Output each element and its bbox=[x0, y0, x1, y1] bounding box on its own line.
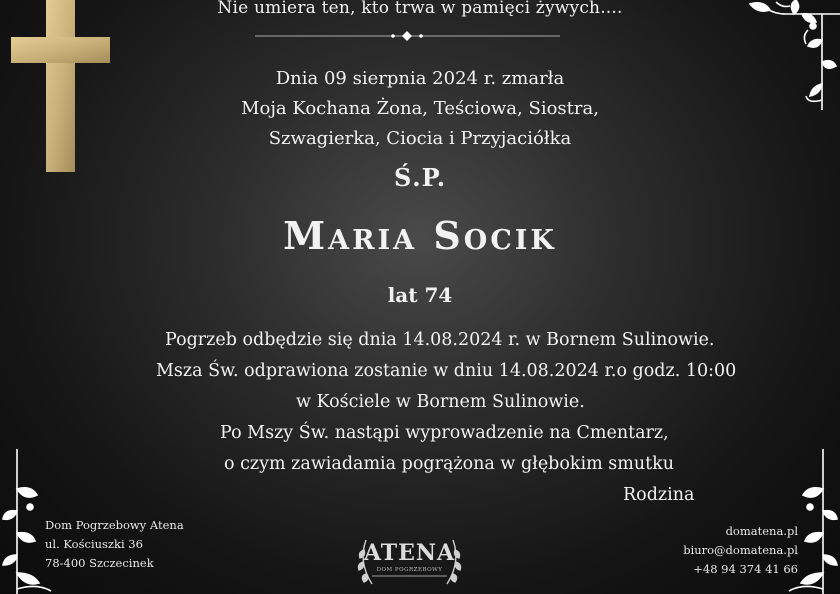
prefix-sp: Ś.P. bbox=[393, 163, 447, 192]
funeral-home-city: 78-400 Szczecinek bbox=[45, 556, 154, 570]
death-announcement bbox=[0, 64, 840, 154]
signature-family: Rodzina bbox=[623, 485, 695, 505]
details-line: o czym zawiadamia pogrążona w głębokim smutku bbox=[224, 454, 675, 474]
deceased-age: lat 74 bbox=[387, 283, 453, 307]
deceased-name: Maria Socik bbox=[283, 213, 557, 258]
funeral-home-contact bbox=[683, 522, 798, 579]
ornamental-divider-icon bbox=[255, 30, 560, 42]
atena-logo bbox=[352, 532, 467, 594]
details-line: w Kościele w Bornem Sulinowie. bbox=[296, 392, 585, 412]
funeral-home-address bbox=[45, 516, 184, 573]
logo-text: ATENA bbox=[363, 540, 456, 566]
email-link[interactable]: biuro@domatena.pl bbox=[683, 543, 798, 557]
logo-subtext: DOM POGRZEBOWY bbox=[376, 567, 443, 573]
memorial-quote: Nie umiera ten, kto trwa w pamięci żywych.... bbox=[217, 0, 623, 18]
announcement-line: Szwagierka, Ciocia i Przyjaciółka bbox=[268, 128, 572, 149]
funeral-home-name: Dom Pogrzebowy Atena bbox=[45, 518, 184, 532]
announcement-line: Moja Kochana Żona, Teściowa, Siostra, bbox=[241, 98, 599, 119]
website-link[interactable]: domatena.pl bbox=[725, 524, 798, 538]
details-line: Msza Św. odprawiona zostanie w dniu 14.08.2024 r.o godz. 10:00 bbox=[156, 361, 737, 381]
announcement-line: Dnia 09 sierpnia 2024 r. zmarła bbox=[275, 68, 565, 89]
details-line: Po Mszy Św. nastąpi wyprowadzenie na Cmentarz, bbox=[220, 423, 669, 443]
funeral-home-street: ul. Kościuszki 36 bbox=[45, 537, 143, 551]
details-line: Pogrzeb odbędzie się dnia 14.08.2024 r. w Bornem Sulinowie. bbox=[165, 330, 715, 350]
phone-number: +48 94 374 41 66 bbox=[693, 562, 798, 576]
